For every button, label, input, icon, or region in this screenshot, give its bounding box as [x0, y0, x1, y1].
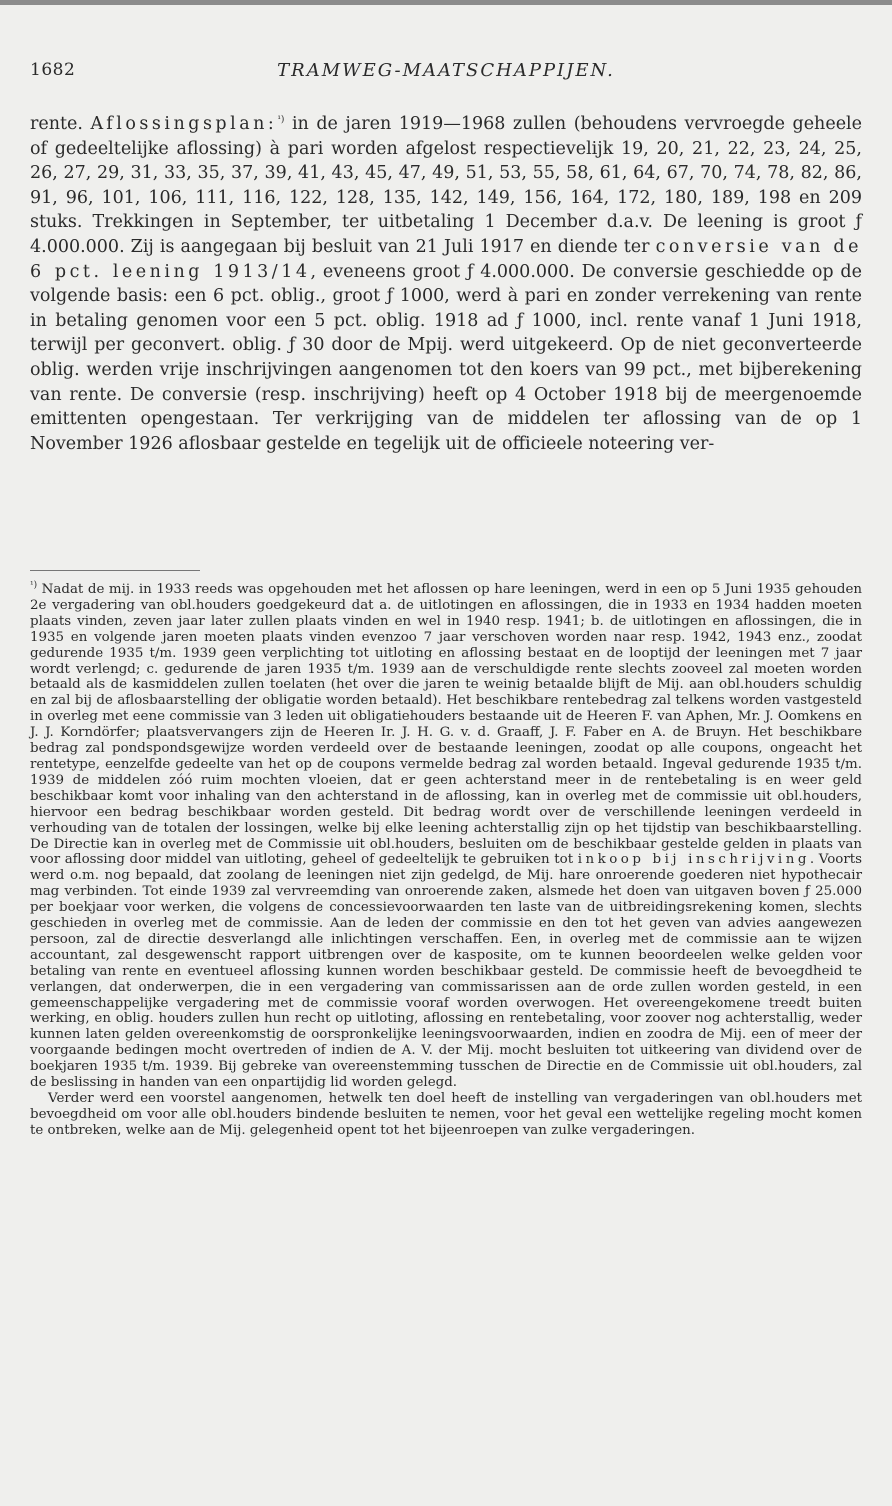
footnotes: [30, 582, 862, 1139]
spaced-inkoop: inkoop bij inschrijving: [577, 852, 810, 868]
running-title: TRAMWEG-MAATSCHAPPIJEN.: [277, 60, 615, 81]
footnote-1: [30, 582, 862, 1091]
body-text-3: , eveneens groot ƒ 4.000.000. De conversie geschiedde op de volgende basis: een 6 pct. oblig., groot ƒ 1000, werd à pari en zonder verrekening van rente in betaling genomen voor een 5 pct. oblig. 1918 ad ƒ 1000, incl. rente vanaf 1 Juni 1918, terwijl per geconvert. oblig. ƒ 30 door de Mpij. werd uitgekeerd. Op de niet geconverteerde oblig. werden vrije inschrijvingen aangenomen tot den koers van 99 pct., met bijberekening van rente. De conversie (resp. inschrijving) heeft op 4 October 1918 bij de meergenoemde emittenten opengestaan. Ter verkrijging van de middelen ter aflossing van de op 1 November 1926 aflosbaar gestelde en tegelijk uit de officieele noteering ver-: [30, 261, 862, 454]
spaced-heading-aflossingsplan: Aflossingsplan:: [90, 114, 278, 134]
footnote-ref: ¹): [277, 115, 285, 126]
spaced-conversie: conversie van de 6 pct. leening 1913/14: [30, 236, 862, 282]
footnote-text-2: . Voorts werd o.m. nog bepaald, dat zoolang de leeningen niet zijn gedelgd, de Mij. hare onroerende goederen niet hypothecair mag verbinden. Tot einde 1939 zal vervreemding van onroerende zaken, alsmede het doen van uitgaven boven ƒ 25.000 per boekjaar voor werken, die volgens de concessievoorwaarden ten laste van de uitbreidingsrekening komen, slechts geschieden in overleg met de commissie. Aan de leden der commissie en den tot het geven van advies aangewezen persoon, zal de directie desverlangd alle inlichtingen verschaffen. Een, in overleg met de commissie aan te wijzen accountant, zal desgewenscht rapport uitbrengen over de kasposite, om te kunnen beoordeelen welke gelden voor betaling van rente en eventueel aflossing kunnen worden beschikbaar gesteld. De commissie heeft de bevoegdheid te verlangen, dat onderwerpen, die in een vergadering van commissarissen aan de orde zullen worden gesteld, in een gemeenschappelijke vergadering met de commissie vooraf worden overwogen. Het overeengekomene treedt buiten werking, en oblig. houders zullen hun recht op uitloting, aflossing en rentebetaling, voor zoover nog achterstallig, weder kunnen laten gelden overeenkomstig de oorspronkelijke leeningsvoorwaarden, indien en zoodra de Mij. een of meer der voorgaande bedingen mocht overtreden of indien de A. V. der Mij. mocht besluiten tot uitkeering van dividend over de boekjaren 1935 t/m. 1939. Bij gebreke van overeenstemming tusschen de Directie en de Commissie uit obl.houders, zal de beslissing in handen van een onpartijdig lid worden gelegd.: [30, 852, 862, 1091]
main-text: [30, 112, 862, 456]
page-header: [30, 60, 862, 86]
body-text-2: in de jaren 1919—1968 zullen (behoudens vervroegde geheele of gedeeltelijke aflossing) à pari worden afgelost respectievelijk 19, 20, 21, 22, 23, 24, 25, 26, 27, 29, 31, 33, 35, 37, 39, 41, 43, 45, 47, 49, 51, 53, 55, 58, 61, 64, 67, 70, 74, 78, 82, 86, 91, 96, 101, 106, 111, 116, 122, 128, 135, 142, 149, 156, 164, 172, 180, 189, 198 en 209 stuks. Trekkingen in September, ter uitbetaling 1 December d.a.v. De leening is groot ƒ 4.000.000. Zij is aangegaan bij besluit van 21 Juli 1917 en diende ter: [30, 114, 862, 257]
footnote-paragraph-2: Verder werd een voorstel aangenomen, hetwelk ten doel heeft de instelling van vergaderingen van obl.houders met bevoegdheid om voor alle obl.houders bindende besluiten te nemen, voor het geval een wettelijke regeling mocht komen te ontbreken, welke aan de Mij. gelegenheid opent tot het bijeenroepen van zulke vergaderingen.: [30, 1091, 862, 1138]
page-number: 1682: [30, 60, 76, 80]
top-edge-line: [0, 0, 892, 5]
body-paragraph: [30, 112, 862, 456]
footnote-rule: [30, 570, 200, 571]
footnote-mark: ¹): [30, 580, 38, 591]
footnote-text-1: Nadat de mij. in 1933 reeds was opgehouden met het aflossen op hare leeningen, werd in een op 5 Juni 1935 gehouden 2e vergadering van obl.houders goedgekeurd dat a. de uitlotingen en aflossingen, die in 1933 en 1934 hadden moeten plaats vinden, zeven jaar later zullen plaats vinden en wel in 1940 resp. 1941; b. de uitlotingen en aflossingen, die in 1935 en volgende jaren moeten plaats vinden evenzoo 7 jaar verschoven worden naar resp. 1942, 1943 enz., zoodat gedurende 1935 t/m. 1939 geen verplichting tot uitloting en aflossing bestaat en de looptijd der leeningen met 7 jaar wordt verlengd; c. gedurende de jaren 1935 t/m. 1939 aan de verschuldigde rente slechts zooveel zal moeten worden betaald als de kasmiddelen zullen toelaten (het over die jaren te weinig betaalde blijft de Mij. aan obl.houders schuldig en zal bij de aflosbaarstelling der obligatie worden betaald). Het beschikbare rentebedrag zal telkens worden vastgesteld in overleg met eene commissie van 3 leden uit obligatiehouders bestaande uit de Heeren F. van Aphen, Mr. J. Oomkens en J. J. Korndörfer; plaatsvervangers zijn de Heeren Ir. J. H. G. v. d. Graaff, J. F. Faber en A. de Bruyn. Het beschikbare bedrag zal pondspondsgewijze worden verdeeld over de bestaande leeningen, zoodat op alle coupons, ongeacht het rentetype, eenzelfde gedeelte van het op de coupons vermelde bedrag zal worden betaald. Ingeval gedurende 1935 t/m. 1939 de middelen zóó ruim mochten vloeien, dat er geen achterstand meer in de rentebetaling is en weer geld beschikbaar komt voor inhaling van den achterstand in de aflossing, kan in overleg met de commissie uit obl.houders, hiervoor een bedrag beschikbaar worden gesteld. Dit bedrag wordt over de verschillende leeningen verdeeld in verhouding van de totalen der lossingen, welke bij elke leening achterstallig zijn op het tijdstip van beschikbaarstelling. De Directie kan in overleg met de Commissie uit obl.houders, besluiten om de beschikbaar gestelde gelden in plaats van voor aflossing door middel van uitloting, geheel of gedeeltelijk te gebruiken tot: [30, 582, 862, 868]
body-text-1: rente.: [30, 114, 91, 134]
